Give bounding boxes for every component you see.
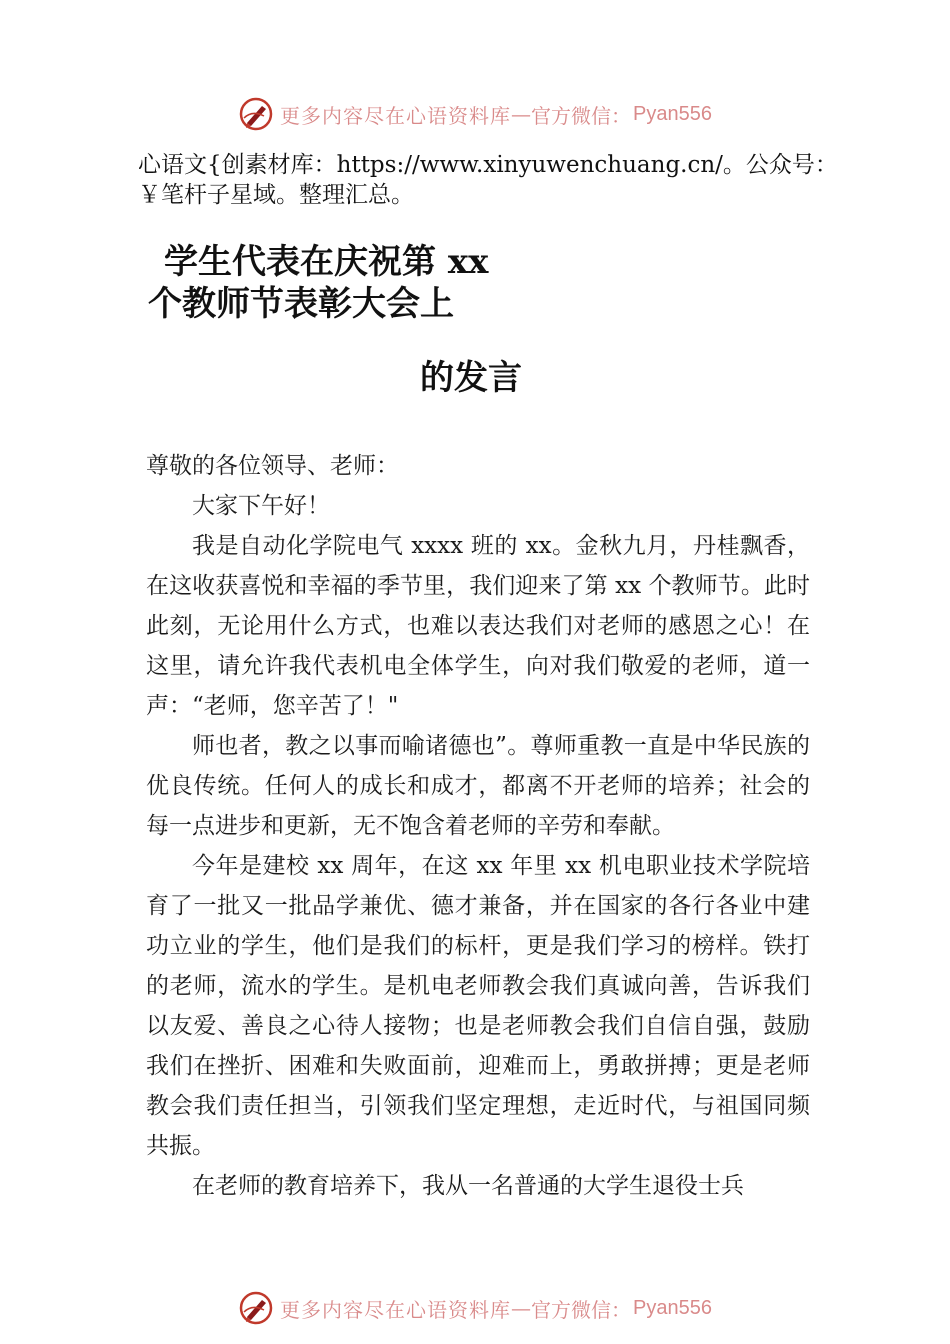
paragraph-2: 师也者，教之以事而喻诸德也”。尊师重教一直是中华民族的优良传统。任何人的成长和成才，都离不开老师的培养；社会的每一点进步和更新，无不饱含着老师的辛劳和奉献。 <box>146 733 810 839</box>
banner-contact-label: 官方微信： <box>531 103 632 128</box>
pen-in-circle-logo-icon <box>238 1290 274 1326</box>
banner-dash: — <box>511 1296 532 1320</box>
header-banner <box>0 94 950 134</box>
banner-brand: 更多内容尽在心语资料库 <box>280 1297 512 1322</box>
paragraph-1: 我是自动化学院电气 xxxx 班的 xx。金秋九月，丹桂飘香，在这收获喜悦和幸福的季节里，我们迎来了第 xx 个教师节。此时此刻，无论用什么方式，也难以表达我们对老师的感恩之心！在这里，请允许我代表机电全体学生，向对我们敬爱的老师，道一声：“老师，您辛苦了！" <box>146 533 810 719</box>
doc-title-line-3: 的发言 <box>420 358 522 398</box>
paragraph-4: 在老师的教育培养下，我从一名普通的大学生退役士兵 <box>192 1173 744 1199</box>
banner-dash: — <box>511 102 532 126</box>
doc-title-line-2: 个教师节表彰大会上 <box>148 284 454 324</box>
source-note: 心语文{创素材库：https://www.xinyuwenchuang.cn/。公众号：￥笔杆子星域。整理汇总。 <box>138 152 838 208</box>
greeting: 大家下午好！ <box>192 493 330 519</box>
salutation: 尊敬的各位领导、老师： <box>146 453 399 479</box>
footer-banner <box>0 1288 950 1328</box>
banner-contact-id: Pyan556 <box>633 102 712 125</box>
banner-contact-label: 官方微信： <box>531 1297 632 1322</box>
pen-in-circle-logo-icon <box>238 96 274 132</box>
banner-brand: 更多内容尽在心语资料库 <box>280 103 512 128</box>
doc-title-line-1: 学生代表在庆祝第 xx <box>164 242 489 282</box>
banner-contact-id: Pyan556 <box>633 1296 712 1319</box>
paragraph-3: 今年是建校 xx 周年，在这 xx 年里 xx 机电职业技术学院培育了一批又一批品学兼优、德才兼备，并在国家的各行各业中建功立业的学生，他们是我们的标杆，更是我们学习的榜样。铁打的老师，流水的学生。是机电老师教会我们真诚向善，告诉我们以友爱、善良之心待人接物；也是老师教会我们自信自强，鼓励我们在挫折、困难和失败面前，迎难而上，勇敢拼搏；更是老师教会我们责任担当，引领我们坚定理想，走近时代，与祖国同频共振。 <box>146 853 810 1159</box>
speech-body <box>146 446 810 1206</box>
